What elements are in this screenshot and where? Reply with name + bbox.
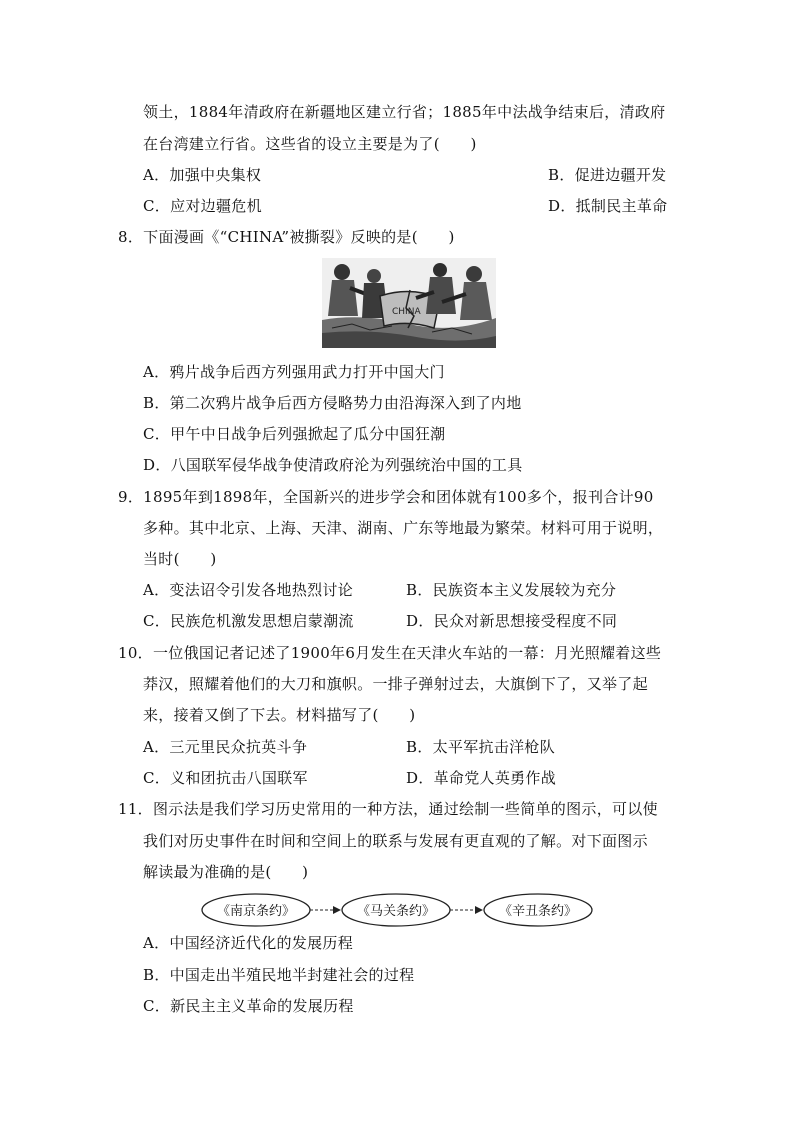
q11-option-a: A．中国经济近代化的发展历程 [143, 934, 354, 952]
q11-option-c: C．新民主主义革命的发展历程 [143, 997, 354, 1015]
q7-option-d: D．抵制民主革命 [548, 197, 668, 215]
q11-stem-line3: 解读最为准确的是( ) [143, 863, 309, 881]
q8-option-b: B．第二次鸦片战争后西方侵略势力由沿海深入到了内地 [143, 394, 522, 412]
treaty-node-3-label: 《辛丑条约》 [498, 904, 578, 919]
q7-stem-line2: 在台湾建立行省。这些省的设立主要是为了( ) [143, 135, 477, 153]
treaty-flow-diagram [200, 890, 600, 930]
q10-option-d: D．革命党人英勇作战 [406, 769, 557, 787]
q9-stem-line3: 当时( ) [143, 550, 217, 568]
q11-stem-line2: 我们对历史事件在时间和空间上的联系与发展有更直观的了解。对下面图示 [143, 832, 648, 850]
q7-option-c: C．应对边疆危机 [143, 197, 262, 215]
q10-option-c: C．义和团抗击八国联军 [143, 769, 308, 787]
q9-option-d: D．民众对新思想接受程度不同 [406, 612, 618, 630]
q10-option-b: B．太平军抗击洋枪队 [406, 738, 556, 756]
q11-option-b: B．中国走出半殖民地半封建社会的过程 [143, 966, 415, 984]
q8-option-a: A．鸦片战争后西方列强用武力打开中国大门 [143, 363, 445, 381]
q10-option-a: A．三元里民众抗英斗争 [143, 738, 308, 756]
q7-stem-line1: 领土，1884年清政府在新疆地区建立行省；1885年中法战争结束后，清政府 [143, 103, 666, 121]
q7-option-a: A．加强中央集权 [143, 166, 262, 184]
q8-stem: 8．下面漫画《“CHINA”被撕裂》反映的是( ) [118, 228, 455, 246]
q10-stem-line2: 莽汉，照耀着他们的大刀和旗帜。一排子弹射过去，大旗倒下了，又举了起 [143, 675, 648, 693]
q11-stem-line1: 11．图示法是我们学习历史常用的一种方法，通过绘制一些简单的图示，可以使 [118, 800, 658, 818]
q9-option-b: B．民族资本主义发展较为充分 [406, 581, 617, 599]
q9-option-c: C．民族危机激发思想启蒙潮流 [143, 612, 354, 630]
q8-option-d: D．八国联军侵华战争使清政府沦为列强统治中国的工具 [143, 456, 523, 474]
q8-option-c: C．甲午中日战争后列强掀起了瓜分中国狂潮 [143, 425, 446, 443]
treaty-node-2-label: 《马关条约》 [356, 904, 436, 919]
q9-option-a: A．变法诏令引发各地热烈讨论 [143, 581, 354, 599]
q10-stem-line3: 来，接着又倒了下去。材料描写了( ) [143, 706, 416, 724]
china-torn-cartoon [322, 258, 496, 348]
q7-option-b: B．促进边疆开发 [548, 166, 667, 184]
treaty-node-1-label: 《南京条约》 [216, 904, 296, 919]
q9-stem-line2: 多种。其中北京、上海、天津、湖南、广东等地最为繁荣。材料可用于说明， [143, 519, 664, 537]
q10-stem-line1: 10．一位俄国记者记述了1900年6月发生在天津火车站的一幕：月光照耀着这些 [118, 644, 662, 662]
cartoon-banner-text: CHINA [392, 307, 421, 317]
q9-stem-line1: 9．1895年到1898年，全国新兴的进步学会和团体就有100多个，报刊合计90 [118, 488, 654, 506]
